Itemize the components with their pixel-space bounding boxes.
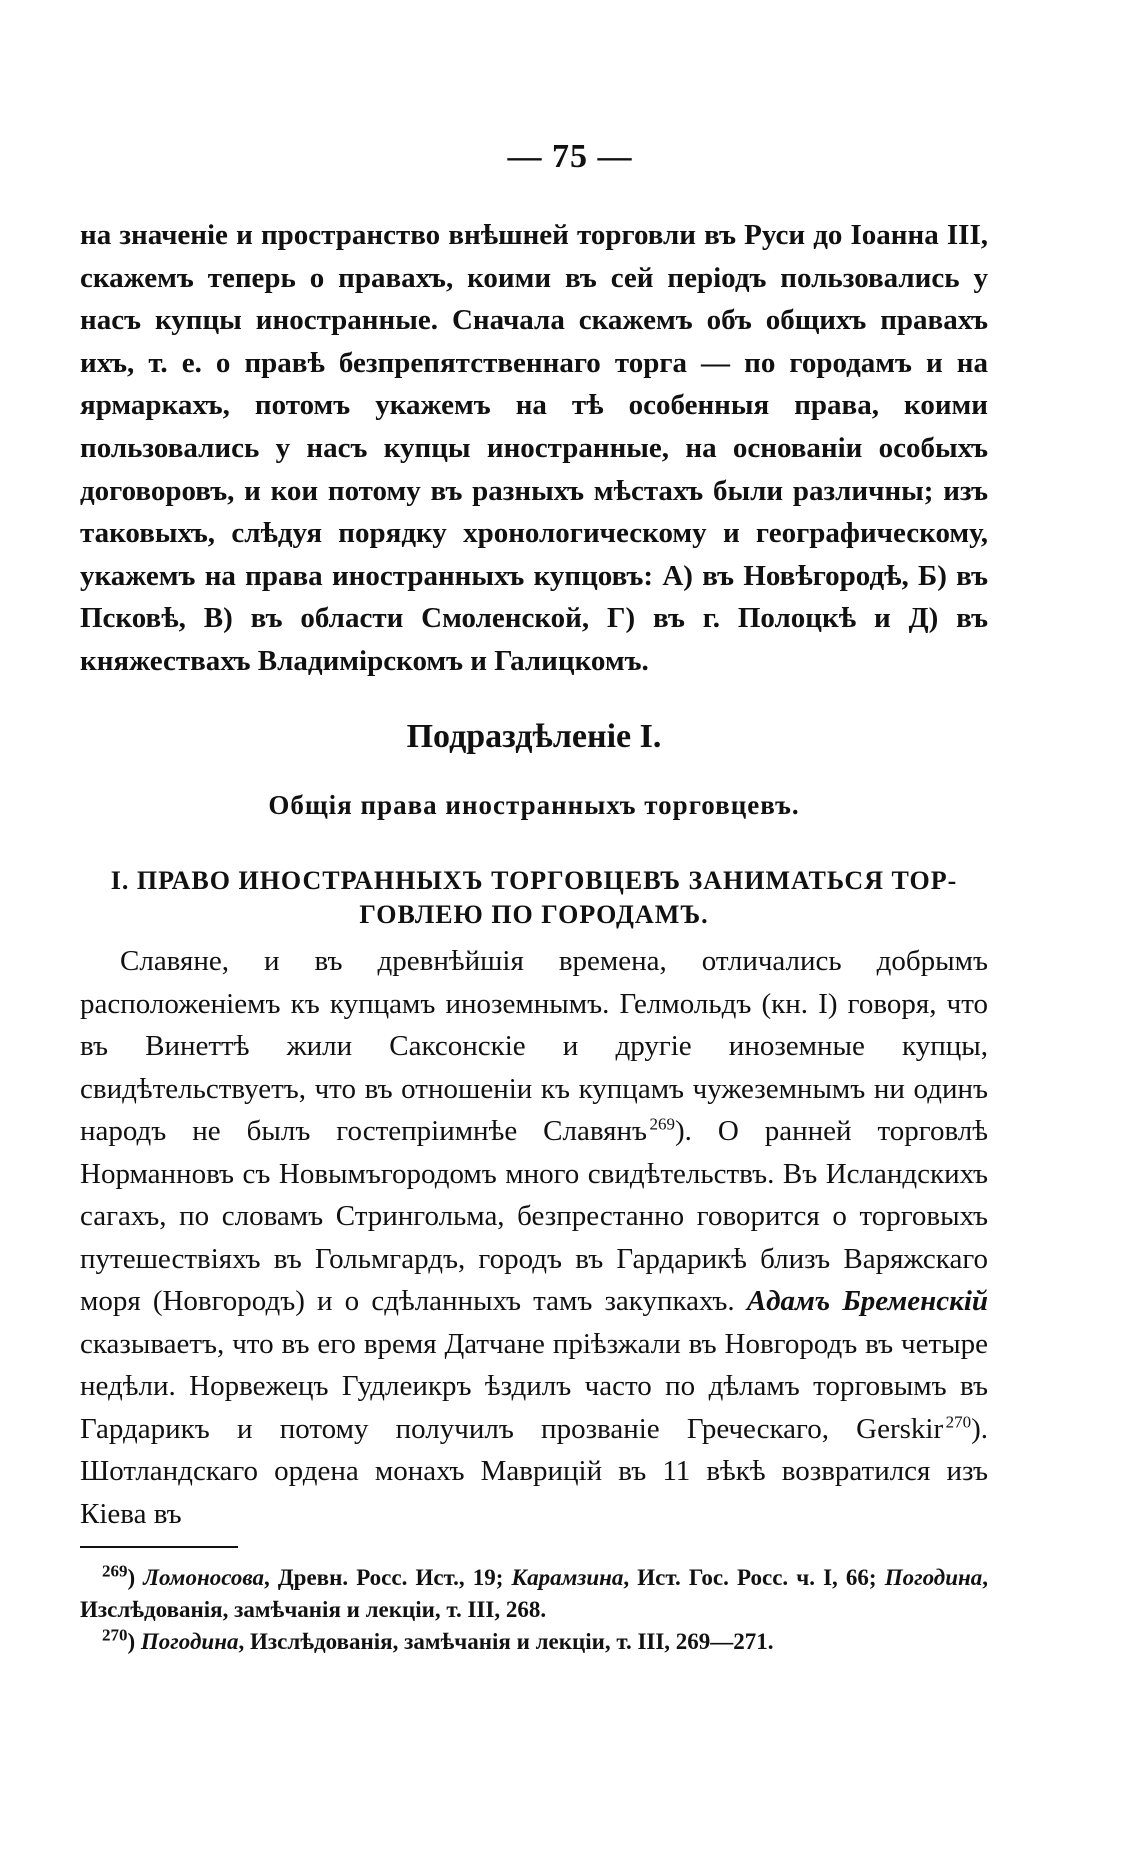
section-title-line-1: I. ПРАВО ИНОСТРАННЫХЪ ТОРГОВЦЕВЪ ЗАНИМАТЬСЯ ТОР- [110,866,958,895]
footnote-author: Ломоносова [143,1565,264,1590]
section-paragraph [80,940,988,1535]
author-name-adam: Адамъ Бременскій [746,1285,989,1317]
paragraph-text-d: ). Шотландскаго ордена монахъ Маврицій въ 11 вѣкѣ возвратился изъ Кіева въ [80,1412,988,1530]
footnote-text: , Изслѣдованія, замѣчанія и лекціи, т. III, 269—271. [238,1629,774,1654]
footnote-text: , Изслѣдованія, замѣчанія и лекціи, т. III, 268. [80,1565,989,1622]
paragraph-text-c: сказываетъ, что въ его время Датчане пріѣзжали въ Новгородъ въ четыре недѣли. Норвежецъ Гудлеикръ ѣздилъ часто по дѣламъ торговымъ въ Гардарикъ и потому получилъ прозваніе Греческаго, Gerskir [80,1327,988,1445]
footnote-number: 269 [102,1561,128,1581]
footnote-ref-270: 270 [945,1411,972,1431]
subdivision-subtitle: Общія права иностранныхъ торговцевъ. [268,790,800,820]
section-title [80,864,988,932]
footnote-269: $^{269}$) Ломоносова, Древн. Росс. Ист., 19; Карамзина, Ист. Гос. Росс. ч. I, 66; Погодина, Изслѣдованія, замѣчанія и лекціи, т. III, 268. [80,1561,989,1622]
footnote-author: Погодина [140,1629,239,1654]
footnote-number: 270 [102,1625,128,1645]
footnote-ref-269: 269 [649,1114,675,1134]
footnotes [80,1562,988,1658]
page-number: — 75 — [507,138,633,175]
footnote-270: $^{270}$) Погодина, Изслѣдованія, замѣчанія и лекціи, т. III, 269—271. [102,1625,774,1654]
paragraph-text-b: ). О ранней торговлѣ Норманновъ съ Новымъгородомъ много свидѣтельствъ. Въ Исландскихъ сагахъ, по словамъ Стрингольма, безпрестанно говорится о торговыхъ путешествіяхъ въ Гольмгардъ, городъ въ Гардарикѣ близъ Варяжскаго моря (Новгородъ) и о сдѣланныхъ тамъ закупкахъ. [80,1115,988,1317]
section-title-line-2: ГОВЛЕЮ ПО ГОРОДАМЪ. [359,900,709,929]
footnote-text: , Ист. Гос. Росс. ч. I, 66; [623,1565,877,1590]
footnote-author: Карамзина [511,1565,624,1590]
footnote-text: , Древн. Росс. Ист., 19; [263,1565,504,1590]
footnote-divider [80,1546,238,1548]
intro-paragraph: на значеніе и пространство внѣшней торговли въ Руси до Іоанна III, скажемъ теперь о правахъ, коими въ сей періодъ пользовались у насъ купцы иностранные. Сначала скажемъ объ общихъ правахъ ихъ, т. е. о правѣ безпрепятственнаго торга — по городамъ и на ярмаркахъ, потомъ укажемъ на тѣ особенныя права, коими пользовались у насъ купцы иностранные, на основаніи особыхъ договоровъ, и кои потому въ разныхъ мѣстахъ были различны; изъ таковыхъ, слѣдуя порядку хронологическому и географическому, укажемъ на права иностранныхъ купцовъ: А) въ Новѣгородѣ, Б) въ Псковѣ, В) въ области Смоленской, Г) въ г. Полоцкѣ и Д) въ княжествахъ Владимірскомъ и Галицкомъ. [80,219,988,677]
subdivision-heading: Подраздѣленіе I. [406,718,662,755]
paragraph-text-a: Славяне, и въ древнѣйшія времена, отличались добрымъ расположеніемъ къ купцамъ иноземнымъ. Гелмольдъ (кн. I) говоря, что въ Винеттѣ жили Саксонскіе и другіе иноземные купцы, свидѣтельствуетъ, что въ отношеніи къ купцамъ чужеземнымъ ни одинъ народъ не былъ гостепріимнѣе Славянъ [80,945,988,1147]
footnote-author: Погодина [884,1565,983,1590]
